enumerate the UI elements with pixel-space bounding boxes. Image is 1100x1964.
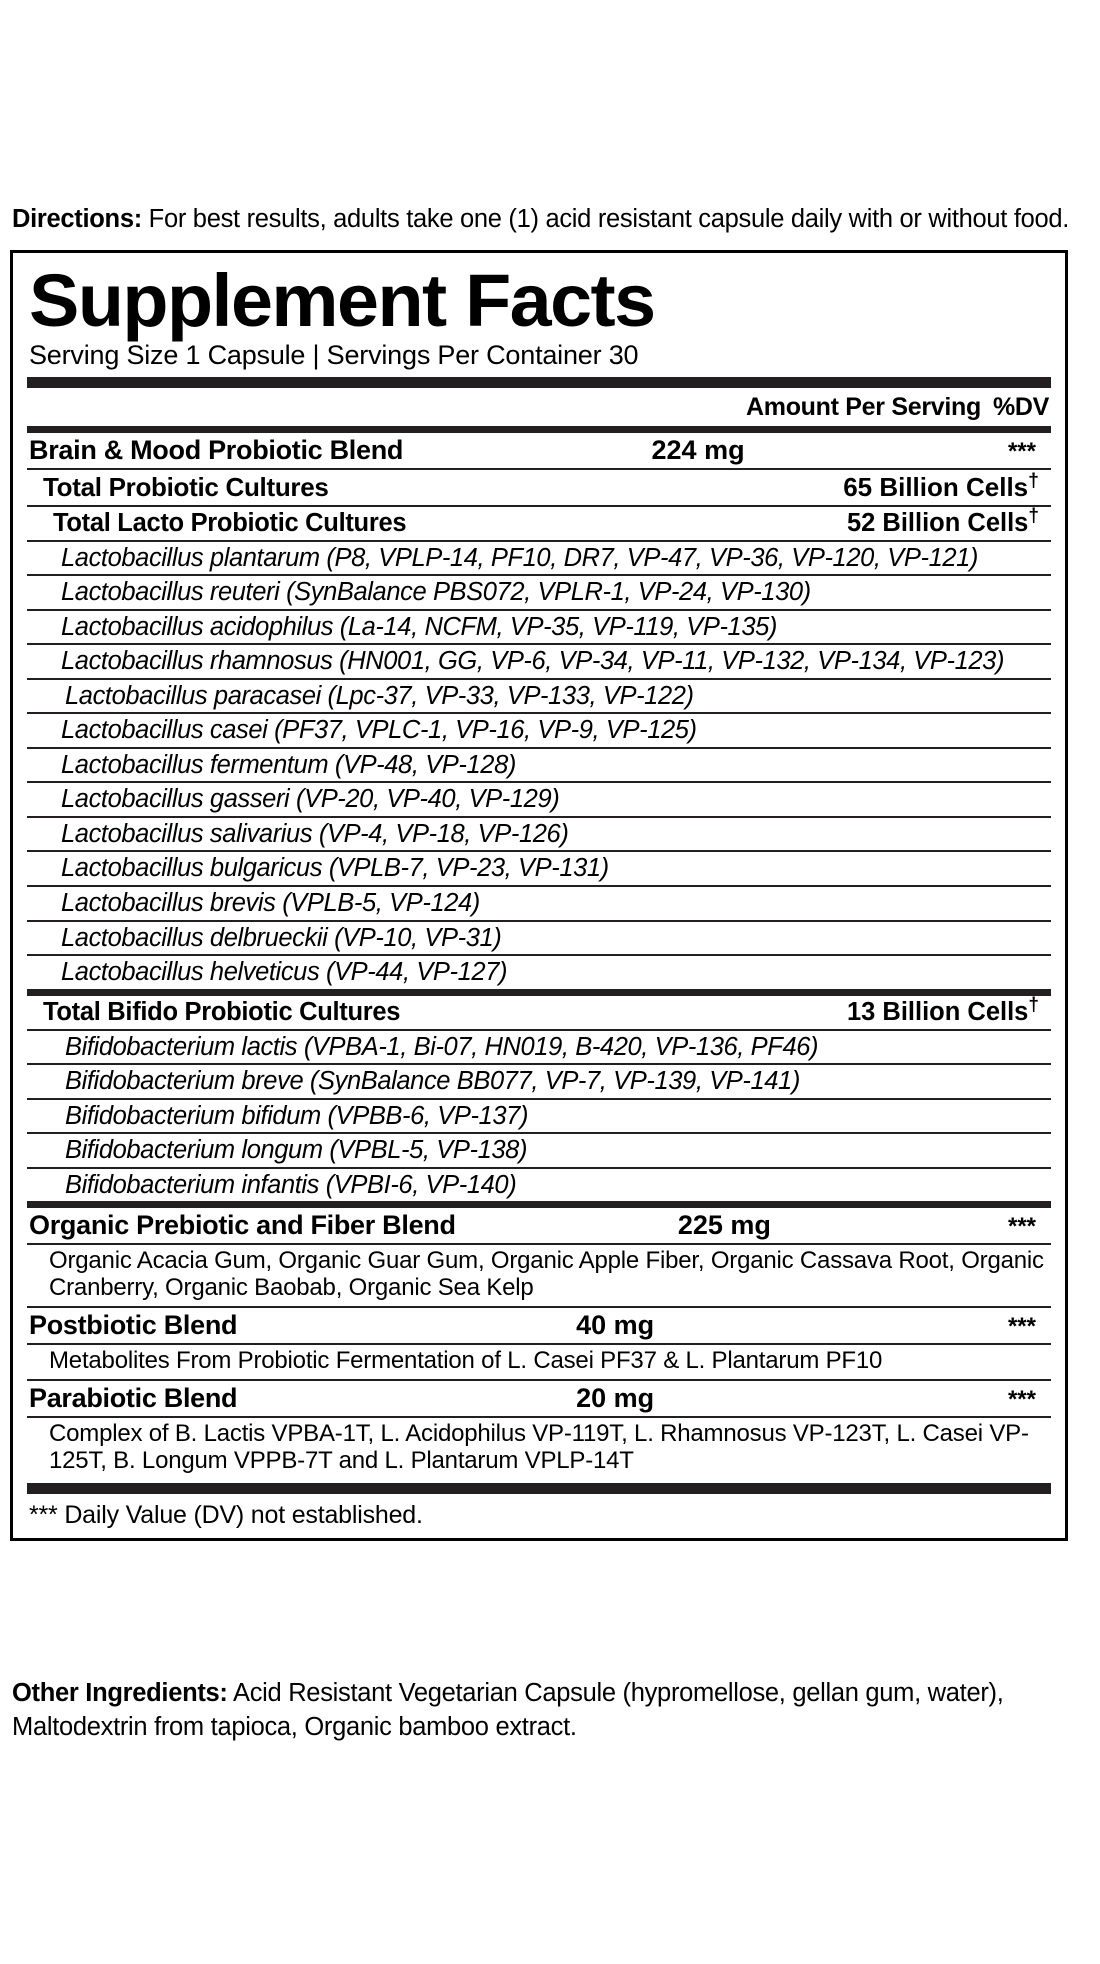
other-ingredients-block	[12, 1677, 1092, 1744]
total-lacto-name: Total Lacto Probiotic Cultures	[53, 508, 407, 537]
blend-amount: 224 mg	[651, 434, 745, 465]
blend-amount: 20 mg	[576, 1383, 655, 1414]
total-lacto-amount: 52 Billion Cells†	[846, 505, 1039, 537]
list-item: Lactobacillus salivarius (VP-4, VP-18, VP-126)	[61, 819, 569, 848]
blend-name: Organic Prebiotic and Fiber Blend	[29, 1210, 456, 1241]
list-item: Bifidobacterium breve (SynBalance BB077, VP-7, VP-139, VP-141)	[65, 1067, 800, 1096]
divider-med-prebiotic	[27, 1201, 1051, 1208]
dagger-symbol: †	[1028, 468, 1039, 491]
amount-per-serving-header	[27, 388, 1051, 426]
list-item: Bifidobacterium infantis (VPBI-6, VP-140)	[65, 1170, 517, 1199]
list-item: Lactobacillus fermentum (VP-48, VP-128)	[61, 750, 516, 779]
daily-value-footnote: *** Daily Value (DV) not established.	[29, 1500, 423, 1529]
blend-name: Parabiotic Blend	[29, 1383, 238, 1414]
table-row	[27, 470, 1051, 505]
list-item: Lactobacillus gasseri (VP-20, VP-40, VP-129)	[61, 785, 560, 814]
directions-label: Directions:	[12, 205, 142, 233]
blend-name: Postbiotic Blend	[29, 1310, 238, 1341]
total-bifido-amount: 13 Billion Cells†	[846, 994, 1039, 1026]
total-probiotic-name: Total Probiotic Cultures	[43, 471, 329, 502]
lacto-strain-list	[27, 542, 1051, 989]
blend-dv: ***	[1007, 1213, 1037, 1241]
table-row	[27, 433, 1051, 468]
list-item: Lactobacillus paracasei (Lpc-37, VP-33, VP-133, VP-122)	[65, 681, 694, 710]
directions-text: For best results, adults take one (1) acid resistant capsule daily with or without food.	[141, 205, 1070, 233]
blend-dv: ***	[1007, 437, 1036, 465]
other-ingredients-text: Acid Resistant Vegetarian Capsule (hypromellose, gellan gum, water), Maltodextrin from tapioca, Organic bamboo extract.	[12, 1679, 1004, 1741]
directions-line	[12, 206, 1088, 233]
blend-dv: ***	[1007, 1313, 1036, 1341]
blend-ingredients: Metabolites From Probiotic Fermentation of L. Casei PF37 & L. Plantarum PF10	[49, 1347, 883, 1375]
divider-thick-top	[27, 377, 1051, 388]
blend-name: Brain & Mood Probiotic Blend	[29, 434, 404, 465]
blend-amount: 40 mg	[576, 1310, 655, 1341]
dagger-symbol: †	[1028, 994, 1039, 1016]
table-row	[27, 996, 1051, 1029]
blend-ingredients: Complex of B. Lactis VPBA-1T, L. Acidophilus VP-119T, L. Rhamnosus VP-123T, L. Casei VP-125T, B. Longum VPPB-7T and L. Plantarum VPLP-14T	[49, 1420, 1029, 1474]
list-item: Lactobacillus acidophilus (La-14, NCFM, VP-35, VP-119, VP-135)	[61, 612, 777, 641]
supplement-facts-panel	[10, 250, 1068, 1541]
panel-title: Supplement Facts	[29, 259, 655, 342]
list-item: Lactobacillus casei (PF37, VPLC-1, VP-16, VP-9, VP-125)	[61, 716, 697, 745]
list-item: Lactobacillus bulgaricus (VPLB-7, VP-23, VP-131)	[61, 854, 609, 883]
list-item: Lactobacillus plantarum (P8, VPLP-14, PF10, DR7, VP-47, VP-36, VP-120, VP-121)	[61, 543, 979, 572]
table-row	[27, 1308, 1051, 1343]
list-item: Lactobacillus delbrueckii (VP-10, VP-31)	[61, 923, 502, 952]
divider-med-header	[27, 426, 1051, 433]
divider-med-bifido	[27, 989, 1051, 996]
dagger-symbol: †	[1028, 505, 1039, 527]
blend-amount: 225 mg	[677, 1210, 771, 1241]
dv-header-label: %DV	[992, 392, 1049, 421]
table-row	[27, 1381, 1051, 1416]
table-row	[27, 507, 1051, 540]
other-ingredients-label: Other Ingredients:	[12, 1679, 228, 1707]
bifido-strain-list	[27, 1031, 1051, 1202]
total-bifido-name: Total Bifido Probiotic Cultures	[43, 997, 401, 1026]
divider-thick-footnote	[27, 1483, 1051, 1494]
blend-dv: ***	[1007, 1386, 1036, 1414]
serving-size-line: Serving Size 1 Capsule | Servings Per Container 30	[29, 339, 639, 370]
list-item: Lactobacillus rhamnosus (HN001, GG, VP-6, VP-34, VP-11, VP-132, VP-134, VP-123)	[61, 647, 1005, 676]
list-item: Lactobacillus reuteri (SynBalance PBS072, VPLR-1, VP-24, VP-130)	[61, 578, 811, 607]
list-item: Bifidobacterium lactis (VPBA-1, Bi-07, HN019, B-420, VP-136, PF46)	[65, 1032, 819, 1061]
list-item: Bifidobacterium longum (VPBL-5, VP-138)	[65, 1136, 528, 1165]
table-row	[27, 1208, 1051, 1243]
amount-header-label: Amount Per Serving	[746, 392, 981, 421]
list-item: Lactobacillus brevis (VPLB-5, VP-124)	[61, 889, 480, 918]
total-probiotic-amount: 65 Billion Cells†	[843, 468, 1039, 502]
list-item: Bifidobacterium bifidum (VPBB-6, VP-137)	[65, 1101, 529, 1130]
blend-ingredients: Organic Acacia Gum, Organic Guar Gum, Organic Apple Fiber, Organic Cassava Root, Organic Cranberry, Organic Baobab, Organic Sea Kelp	[49, 1247, 1044, 1302]
list-item: Lactobacillus helveticus (VP-44, VP-127)	[61, 958, 508, 987]
